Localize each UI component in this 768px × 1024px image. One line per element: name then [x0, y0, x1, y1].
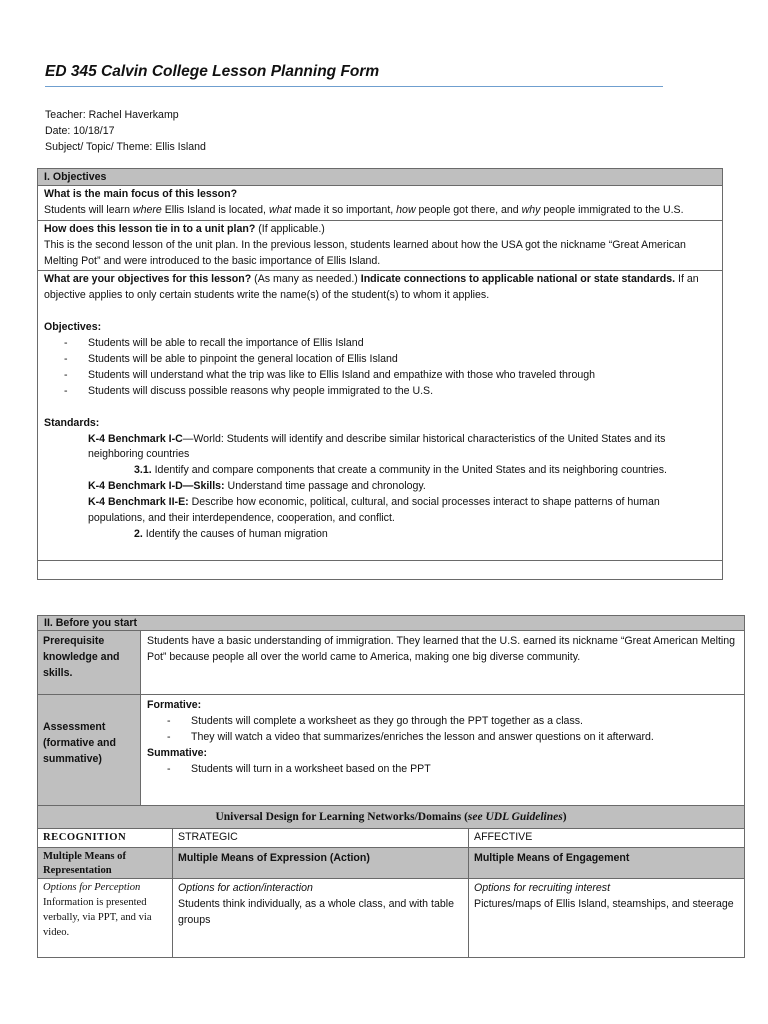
- udl-title: [38, 806, 744, 829]
- udl-title-text: Universal Design for Learning Networks/Domains (: [215, 811, 468, 823]
- assessment-label: Assessment (formative and summative): [38, 695, 141, 805]
- udl-option-title: Options for Perception: [43, 882, 141, 893]
- standard-1: [44, 432, 716, 464]
- udl-affective-cell: [469, 879, 744, 957]
- standard-text: —World: Students will identify and describe similar historical characteristics of the United States and its neighboring countries: [88, 432, 666, 461]
- standard-sub-number: 2.: [134, 527, 143, 540]
- objectives-question: [44, 272, 716, 304]
- objectives-label: Objectives:: [44, 321, 102, 334]
- udl-option-title: Options for recruiting interest: [474, 882, 611, 894]
- focus-text: people got there, and: [415, 203, 522, 216]
- udl-recognition-cell: [38, 879, 173, 957]
- unit-question-note: (If applicable.): [255, 222, 325, 235]
- objectives-row: [38, 271, 722, 560]
- objectives-heading: I. Objectives: [38, 169, 722, 186]
- udl-affective-head: AFFECTIVE: [474, 831, 533, 843]
- focus-answer: [44, 203, 716, 219]
- spacer: [44, 543, 716, 559]
- standard-3: [44, 495, 716, 527]
- focus-row: [38, 186, 722, 221]
- unit-question-bold: How does this lesson tie in to a unit plan?: [44, 222, 256, 235]
- standard-sub-text: Identify and compare components that create a community in the United States and its neighboring countries.: [151, 464, 667, 477]
- unit-row: [38, 221, 722, 272]
- objective-item: - Students will be able to recall the importance of Ellis Island: [64, 336, 716, 352]
- objective-item: - Students will discuss possible reasons why people immigrated to the U.S.: [64, 384, 716, 400]
- obj-question-note: (As many as needed.): [251, 273, 361, 286]
- focus-emph-what: what: [268, 203, 292, 216]
- formative-item: - They will watch a video that summarizes/enriches the lesson and answer questions on it afterward.: [167, 729, 738, 745]
- subject-line: Subject/ Topic/ Theme: Ellis Island: [45, 141, 206, 153]
- udl-option-body: Information is presented verbally, via PPT, and via video.: [43, 897, 152, 938]
- assessment-row: [38, 695, 744, 806]
- focus-text: made it so important,: [291, 203, 397, 216]
- summative-label: Summative:: [147, 747, 208, 759]
- standard-code: K-4 Benchmark II-E:: [88, 496, 189, 509]
- standard-text: Understand time passage and chronology.: [224, 480, 426, 493]
- before-heading: II. Before you start: [38, 616, 744, 631]
- teacher-line: Teacher: Rachel Haverkamp: [45, 109, 179, 121]
- lesson-meta: [45, 107, 206, 155]
- udl-recognition-head: RECOGNITION: [38, 829, 173, 847]
- focus-text: Students will learn: [44, 203, 133, 216]
- date-line: Date: 10/18/17: [45, 125, 115, 137]
- formative-item: - Students will complete a worksheet as they go through the PPT together as a class.: [167, 713, 738, 729]
- spacer: [44, 400, 716, 416]
- assessment-content: [141, 695, 744, 805]
- standard-text: Describe how economic, political, cultural, and social processes interact to shape patterns of human populations, and their interdependence, cooperation, and conflict.: [88, 496, 660, 525]
- focus-text: people immigrated to the U.S.: [540, 203, 684, 216]
- focus-question: What is the main focus of this lesson?: [44, 188, 238, 200]
- summative-list: [147, 761, 738, 777]
- objective-item: - Students will be able to pinpoint the general location of Ellis Island: [64, 352, 716, 368]
- udl-means-row: [38, 848, 744, 879]
- obj-question-standards: Indicate connections to applicable national or state standards.: [360, 273, 676, 286]
- focus-emph-why: why: [521, 203, 541, 216]
- udl-option-body: Students think individually, as a whole class, and with table groups: [178, 898, 454, 926]
- obj-question-bold: What are your objectives for this lesson?: [44, 273, 252, 286]
- udl-strategic-head: STRATEGIC: [173, 829, 469, 847]
- udl-representation-head: Multiple Means of Representation: [38, 848, 173, 878]
- objectives-table: [37, 168, 723, 580]
- unit-answer: This is the second lesson of the unit plan. In the previous lesson, students learned about how the USA got the nickname “Great American Melting Pot” and were introduced to the basic importance of Ellis Island.: [44, 238, 686, 267]
- standard-1-sub: [44, 463, 716, 479]
- empty-row: [38, 561, 722, 579]
- objective-item: - Students will understand what the trip was like to Ellis Island and empathize with those who traveled through: [64, 368, 716, 384]
- standards-label: Standards:: [44, 416, 100, 429]
- standard-sub-number: 3.1.: [134, 464, 152, 477]
- udl-expression-head: Multiple Means of Expression (Action): [173, 848, 469, 878]
- udl-domain-row: [38, 829, 744, 848]
- prereq-label: Prerequisite knowledge and skills.: [38, 631, 141, 694]
- standard-2: [44, 479, 716, 495]
- standard-sub-text: Identify the causes of human migration: [142, 527, 328, 540]
- udl-title-text: ): [562, 811, 567, 823]
- udl-option-body: Pictures/maps of Ellis Island, steamships, and steerage: [474, 898, 734, 910]
- udl-engagement-head: Multiple Means of Engagement: [474, 852, 630, 864]
- objectives-list: [44, 336, 716, 400]
- title-underline: [45, 86, 663, 87]
- formative-list: [147, 713, 738, 745]
- spacer: [44, 304, 716, 320]
- focus-emph-where: where: [132, 203, 162, 216]
- focus-emph-how: how: [396, 203, 416, 216]
- udl-option-title: Options for action/interaction: [178, 882, 313, 894]
- udl-options-row: [38, 879, 744, 957]
- udl-guidelines-reference: see UDL Guidelines: [467, 811, 563, 823]
- unit-question: [44, 222, 716, 238]
- document-title: ED 345 Calvin College Lesson Planning Form: [45, 63, 380, 80]
- standard-code: K-4 Benchmark I-D—Skills:: [88, 480, 225, 493]
- standard-code: K-4 Benchmark I-C: [88, 432, 183, 445]
- prereq-text: Students have a basic understanding of immigration. They learned that the U.S. earned its nickname “Great American Melting Pot” because people all over the world came to America, making one big diverse community.: [147, 635, 736, 663]
- udl-strategic-cell: [173, 879, 469, 957]
- standard-3-sub: [44, 527, 716, 543]
- before-you-start-table: [37, 615, 745, 958]
- focus-text: Ellis Island is located,: [161, 203, 269, 216]
- summative-item: - Students will turn in a worksheet based on the PPT: [167, 761, 738, 777]
- obj-question-tail: If an objective applies to only certain students write the name(s) of the student(s) to whom it applies.: [44, 273, 699, 302]
- formative-label: Formative:: [147, 699, 202, 711]
- prereq-row: [38, 631, 744, 695]
